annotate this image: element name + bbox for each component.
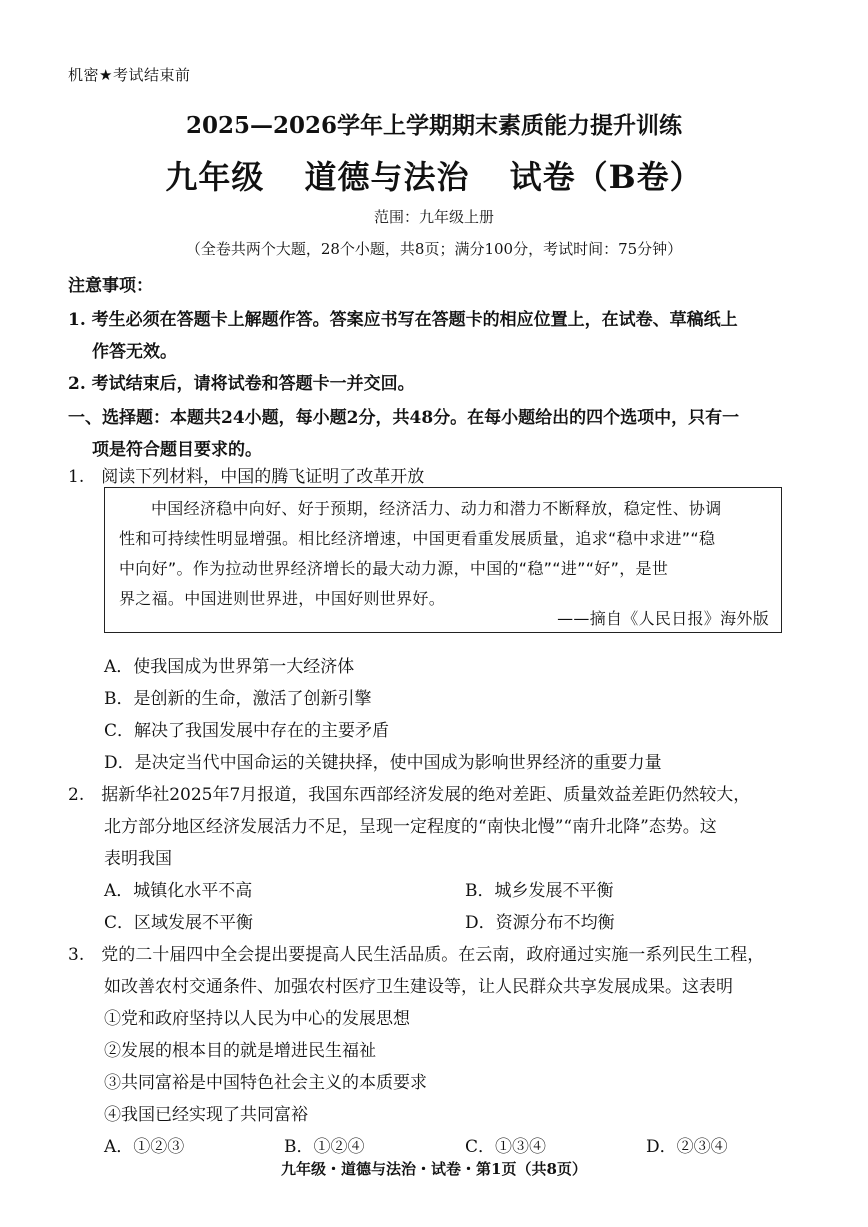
q1-material-line: 中国经济稳中向好、好于预期，经济活力、动力和潜力不断释放，稳定性、协调 bbox=[151, 499, 722, 518]
section1-heading: 一、选择题：本题共24小题，每小题2分，共48分。在每小题给出的四个选项中，只有一 bbox=[68, 408, 740, 428]
subject-label: 道德与法治 bbox=[304, 158, 470, 196]
note-item-2: 2. 考试结束后，请将试卷和答题卡一并交回。 bbox=[68, 374, 415, 394]
q3-option-b: B．①②④ bbox=[284, 1137, 365, 1157]
q1-option-a: A．使我国成为世界第一大经济体 bbox=[104, 657, 355, 677]
q1-option-b: B．是创新的生命，激活了创新引擎 bbox=[104, 689, 372, 709]
q3-option-d: D．②③④ bbox=[646, 1137, 728, 1157]
q2-stem: 2. 据新华社2025年7月报道，我国东西部经济发展的绝对差距、质量效益差距仍然较大， bbox=[68, 785, 751, 805]
notes-heading: 注意事项： bbox=[68, 276, 153, 296]
q3-statement-1: ①党和政府坚持以人民为中心的发展思想 bbox=[104, 1009, 410, 1029]
q2-stem-cont: 北方部分地区经济发展活力不足，呈现一定程度的“南快北慢”“南升北降”态势。这 bbox=[104, 817, 717, 837]
page-footer: 九年级・道德与法治・试卷・第1页（共8页） bbox=[281, 1160, 587, 1178]
exam-subtitle bbox=[0, 152, 868, 198]
q3-option-a: A．①②③ bbox=[104, 1137, 185, 1157]
q2-option-b: B．城乡发展不平衡 bbox=[465, 881, 614, 901]
q3-option-c: C．①③④ bbox=[465, 1137, 547, 1157]
q3-statement-4: ④我国已经实现了共同富裕 bbox=[104, 1105, 308, 1125]
q2-option-d: D．资源分布不均衡 bbox=[465, 913, 615, 933]
q2-option-c: C．区域发展不平衡 bbox=[104, 913, 254, 933]
paper-label: 试卷（B卷） bbox=[509, 158, 703, 196]
q1-material-line: 界之福。中国进则世界进，中国好则世界好。 bbox=[119, 589, 446, 608]
grade-label: 九年级 bbox=[165, 158, 265, 196]
q1-material-box bbox=[104, 487, 782, 633]
exam-info: （全卷共两个大题，28个小题，共8页；满分100分，考试时间：75分钟） bbox=[185, 240, 683, 258]
q1-option-d: D．是决定当代中国命运的关键抉择，使中国成为影响世界经济的重要力量 bbox=[104, 753, 662, 773]
exam-title: 2025—2026学年上学期期末素质能力提升训练 bbox=[185, 112, 683, 139]
q1-option-c: C．解决了我国发展中存在的主要矛盾 bbox=[104, 721, 390, 741]
note-item-1: 1. 考生必须在答题卡上解题作答。答案应书写在答题卡的相应位置上，在试卷、草稿纸上 bbox=[68, 310, 738, 330]
q3-statement-3: ③共同富裕是中国特色社会主义的本质要求 bbox=[104, 1073, 427, 1093]
section1-heading-cont: 项是符合题目要求的。 bbox=[92, 440, 262, 460]
q1-material-line: 中向好”。作为拉动世界经济增长的最大动力源，中国的“稳”“进”“好”，是世 bbox=[119, 559, 669, 578]
q3-stem-cont: 如改善农村交通条件、加强农村医疗卫生建设等，让人民群众共享发展成果。这表明 bbox=[104, 977, 733, 997]
q3-stem: 3. 党的二十届四中全会提出要提高人民生活品质。在云南，政府通过实施一系列民生工程， bbox=[68, 945, 765, 965]
note-item-1-cont: 作答无效。 bbox=[92, 342, 177, 362]
q1-material-line: 性和可持续性明显增强。相比经济增速，中国更看重发展质量，追求“稳中求进”“稳 bbox=[119, 529, 716, 548]
exam-scope: 范围：九年级上册 bbox=[373, 208, 494, 226]
q2-stem-cont: 表明我国 bbox=[104, 849, 172, 869]
q1-material-source: ——摘自《人民日报》海外版 bbox=[557, 609, 769, 628]
q3-statement-2: ②发展的根本目的就是增进民生福祉 bbox=[104, 1041, 376, 1061]
q1-stem: 1. 阅读下列材料，中国的腾飞证明了改革开放 bbox=[68, 467, 425, 487]
q2-option-a: A．城镇化水平不高 bbox=[104, 881, 253, 901]
confidential-label: 机密★考试结束前 bbox=[68, 66, 191, 84]
